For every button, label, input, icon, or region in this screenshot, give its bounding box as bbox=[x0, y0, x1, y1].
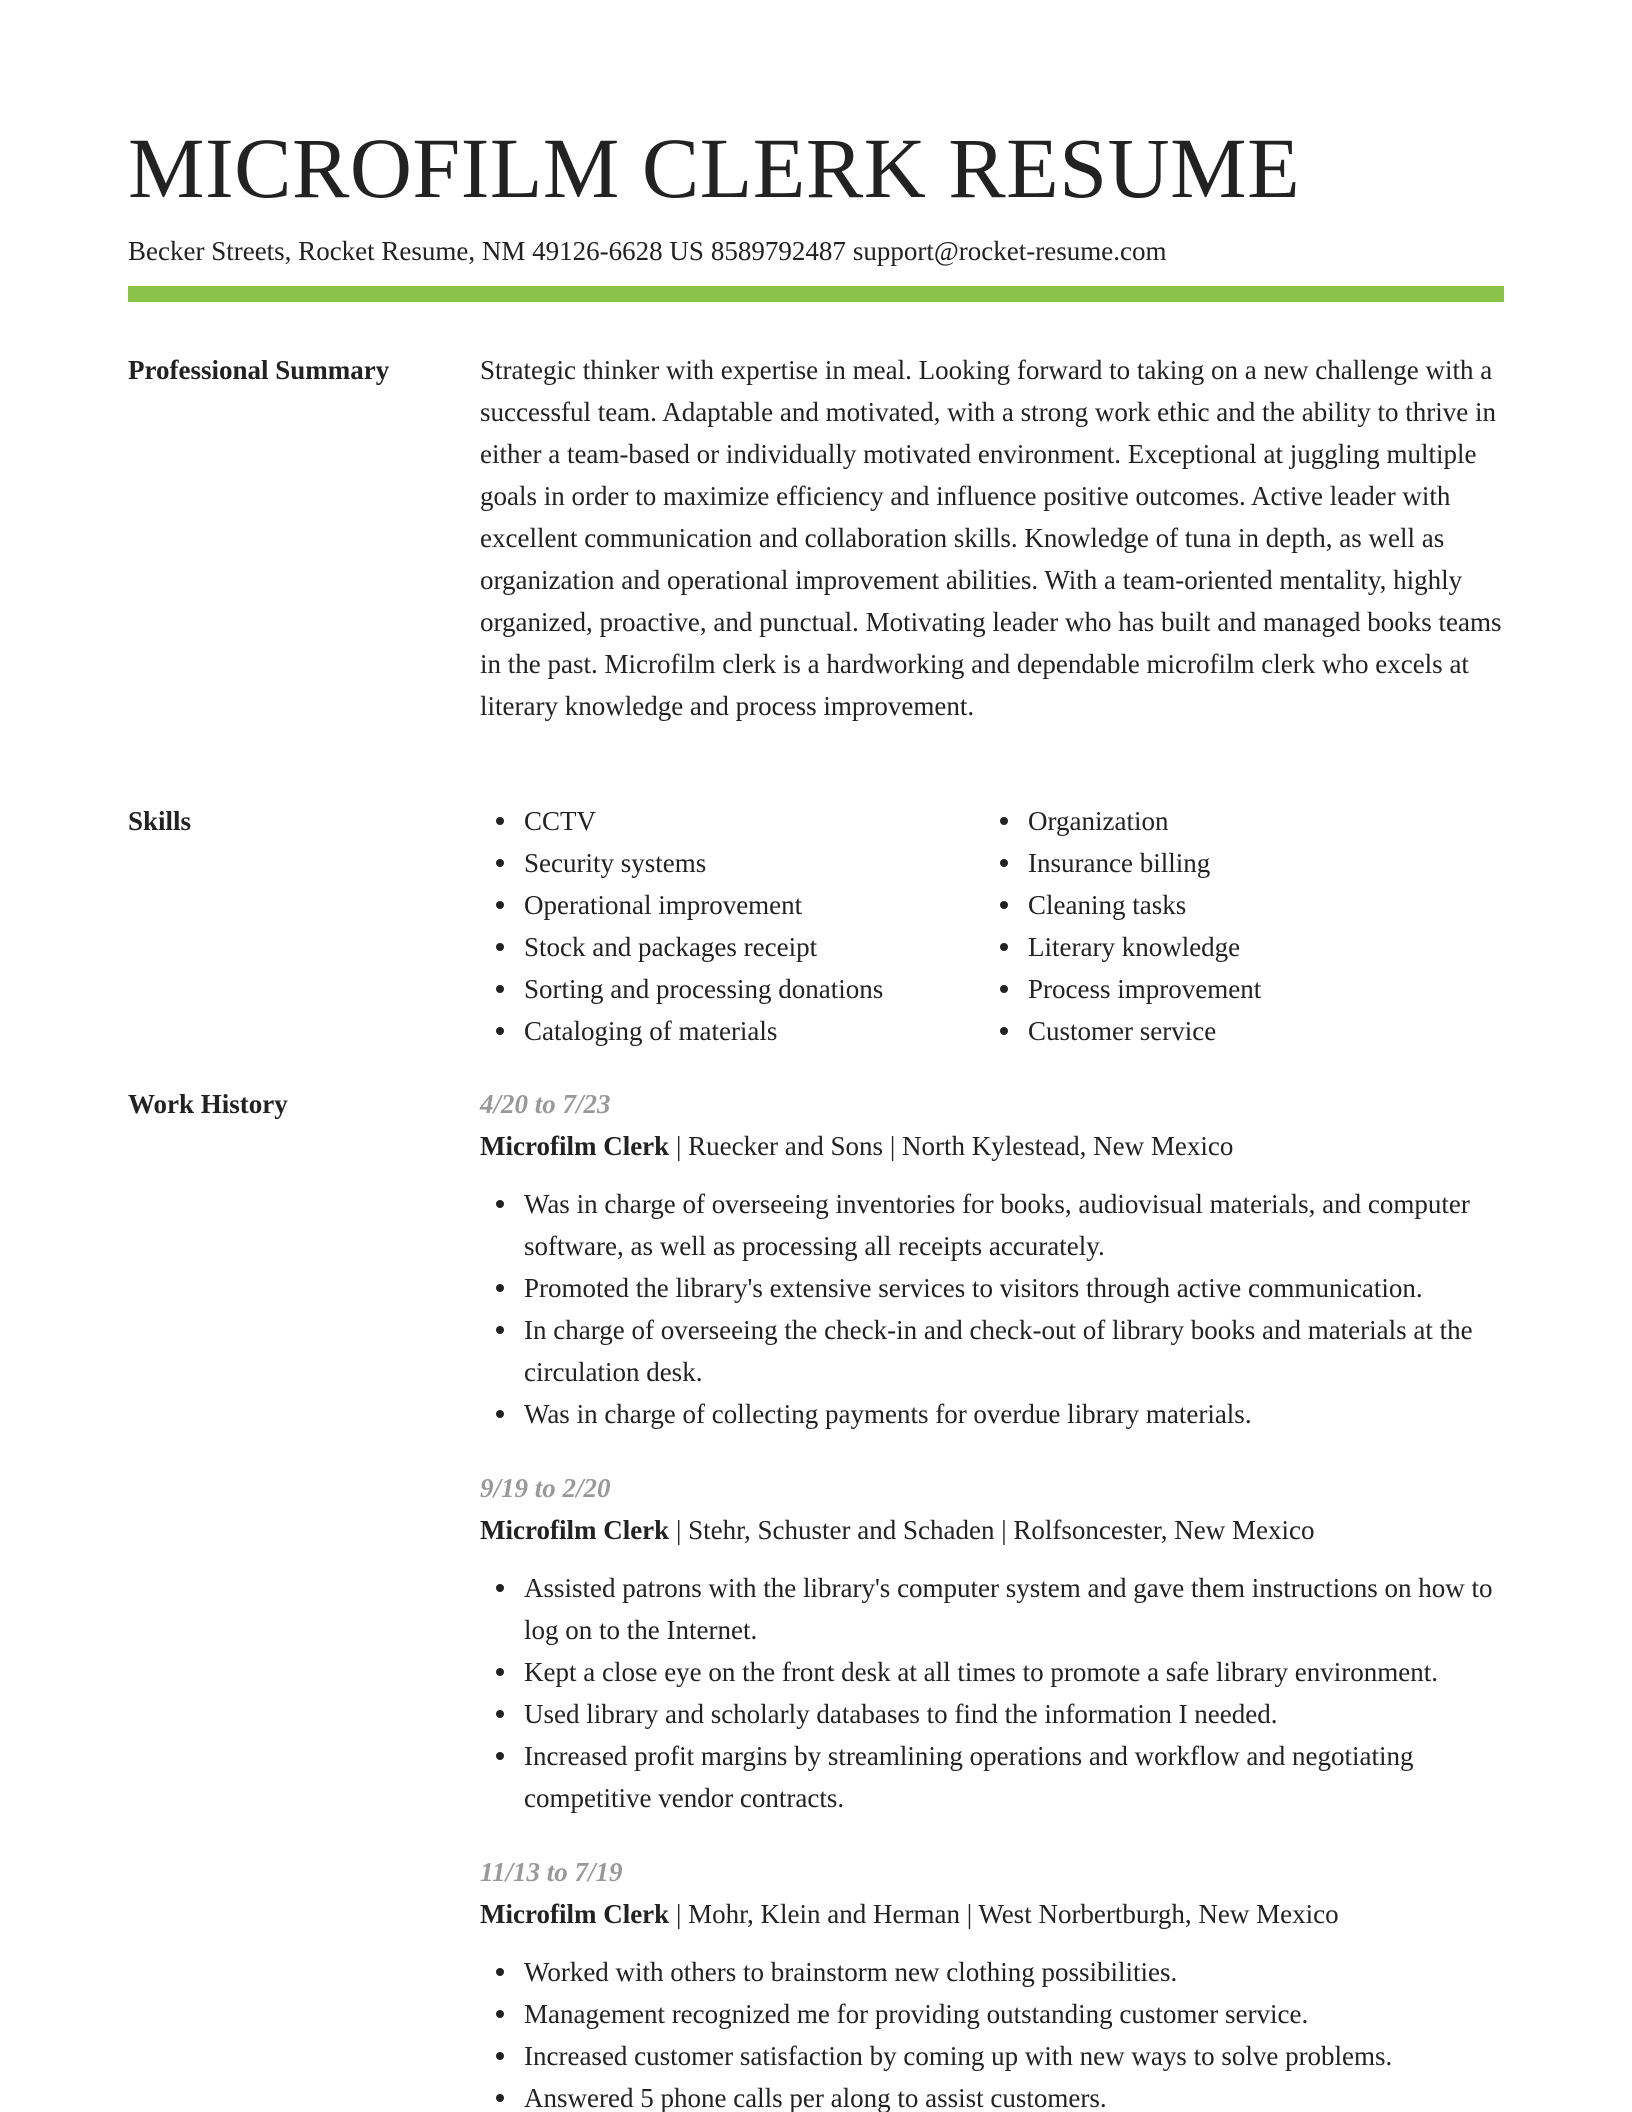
skill-item: Stock and packages receipt bbox=[480, 926, 984, 968]
job-header-line bbox=[480, 1893, 1504, 1935]
skills-section bbox=[128, 800, 1504, 1052]
job-company: Mohr, Klein and Herman bbox=[688, 1899, 960, 1929]
job-bullet: Was in charge of overseeing inventories for books, audiovisual materials, and computer software, as well as processing all receipts accurately. bbox=[480, 1183, 1504, 1267]
job-separator: | bbox=[1001, 1515, 1007, 1545]
skills-column-left bbox=[480, 800, 984, 1052]
skills-grid bbox=[480, 800, 1504, 1052]
contact-address: Becker Streets, Rocket Resume, NM 49126-6628 US bbox=[128, 236, 704, 266]
job-bullets bbox=[480, 1183, 1504, 1435]
job-title: Microfilm Clerk bbox=[480, 1515, 670, 1545]
job-dates: 9/19 to 2/20 bbox=[480, 1473, 611, 1503]
job-dates: 11/13 to 7/19 bbox=[480, 1857, 623, 1887]
summary-heading: Professional Summary bbox=[128, 355, 390, 385]
accent-divider bbox=[128, 286, 1504, 302]
contact-line bbox=[128, 234, 1504, 268]
job-bullet: Kept a close eye on the front desk at all times to promote a safe library environment. bbox=[480, 1651, 1504, 1693]
job-bullet: Answered 5 phone calls per along to assist customers. bbox=[480, 2077, 1504, 2112]
skill-item: Literary knowledge bbox=[984, 926, 1488, 968]
summary-text: Strategic thinker with expertise in meal. Looking forward to taking on a new challenge with a successful team. Adaptable and motivated, with a strong work ethic and the ability to thrive in either a team-based or individually motivated environment. Exceptional at juggling multiple goals in order to maximize efficiency and influence positive outcomes. Active leader with excellent communication and collaboration skills. Knowledge of tuna in depth, as well as organization and operational improvement abilities. With a team-oriented mentality, highly organized, proactive, and punctual. Motivating leader who has built and managed books teams in the past. Microfilm clerk is a hardworking and dependable microfilm clerk who excels at literary knowledge and process improvement. bbox=[480, 355, 1502, 721]
job-bullet: Promoted the library's extensive services to visitors through active communication. bbox=[480, 1267, 1504, 1309]
work-history-heading: Work History bbox=[128, 1089, 288, 1119]
job-separator: | bbox=[889, 1131, 896, 1161]
resume-header bbox=[128, 118, 1504, 268]
skills-body bbox=[480, 800, 1504, 1052]
skill-item: Cataloging of materials bbox=[480, 1010, 984, 1052]
job-bullet: Was in charge of collecting payments for overdue library materials. bbox=[480, 1393, 1504, 1435]
skill-item: Organization bbox=[984, 800, 1488, 842]
job-entry bbox=[480, 1083, 1504, 1435]
job-bullet: Assisted patrons with the library's computer system and gave them instructions on how to log on to the Internet. bbox=[480, 1567, 1504, 1651]
skill-item: Sorting and processing donations bbox=[480, 968, 984, 1010]
work-history-section bbox=[128, 1083, 1504, 2112]
contact-email[interactable]: support@rocket-resume.com bbox=[852, 236, 1167, 266]
job-entry bbox=[480, 1851, 1504, 2112]
summary-section bbox=[128, 349, 1504, 727]
resume-title: MICROFILM CLERK RESUME bbox=[128, 120, 1301, 216]
skills-column-right bbox=[984, 800, 1488, 1052]
job-bullet: Used library and scholarly databases to find the information I needed. bbox=[480, 1693, 1504, 1735]
job-company: Ruecker and Sons bbox=[688, 1131, 884, 1161]
job-header-line bbox=[480, 1125, 1504, 1167]
job-separator: | bbox=[675, 1515, 682, 1545]
job-bullet: Worked with others to brainstorm new clothing possibilities. bbox=[480, 1951, 1504, 1993]
job-bullet: In charge of overseeing the check-in and check-out of library books and materials at the circulation desk. bbox=[480, 1309, 1504, 1393]
skills-heading: Skills bbox=[128, 806, 192, 836]
job-location: West Norbertburgh, New Mexico bbox=[978, 1899, 1339, 1929]
job-bullets bbox=[480, 1567, 1504, 1819]
skill-item: Customer service bbox=[984, 1010, 1488, 1052]
job-entry bbox=[480, 1467, 1504, 1819]
contact-phone: 8589792487 bbox=[710, 236, 846, 266]
job-bullet: Increased customer satisfaction by coming up with new ways to solve problems. bbox=[480, 2035, 1504, 2077]
skill-item: Cleaning tasks bbox=[984, 884, 1488, 926]
job-title: Microfilm Clerk bbox=[480, 1899, 670, 1929]
summary-body bbox=[480, 349, 1504, 727]
skill-item: Operational improvement bbox=[480, 884, 984, 926]
job-dates: 4/20 to 7/23 bbox=[480, 1089, 611, 1119]
job-company: Stehr, Schuster and Schaden bbox=[688, 1515, 995, 1545]
skill-item: CCTV bbox=[480, 800, 984, 842]
job-separator: | bbox=[966, 1899, 973, 1929]
job-separator: | bbox=[675, 1131, 682, 1161]
job-location: Rolfsoncester, New Mexico bbox=[1013, 1515, 1315, 1545]
skill-item: Security systems bbox=[480, 842, 984, 884]
work-history-body bbox=[480, 1083, 1504, 2112]
job-title: Microfilm Clerk bbox=[480, 1131, 670, 1161]
job-location: North Kylestead, New Mexico bbox=[901, 1131, 1234, 1161]
job-header-line bbox=[480, 1509, 1504, 1551]
job-bullet: Management recognized me for providing outstanding customer service. bbox=[480, 1993, 1504, 2035]
job-bullets bbox=[480, 1951, 1504, 2112]
job-bullet: Increased profit margins by streamlining operations and workflow and negotiating competitive vendor contracts. bbox=[480, 1735, 1504, 1819]
skill-item: Process improvement bbox=[984, 968, 1488, 1010]
skill-item: Insurance billing bbox=[984, 842, 1488, 884]
job-separator: | bbox=[675, 1899, 682, 1929]
